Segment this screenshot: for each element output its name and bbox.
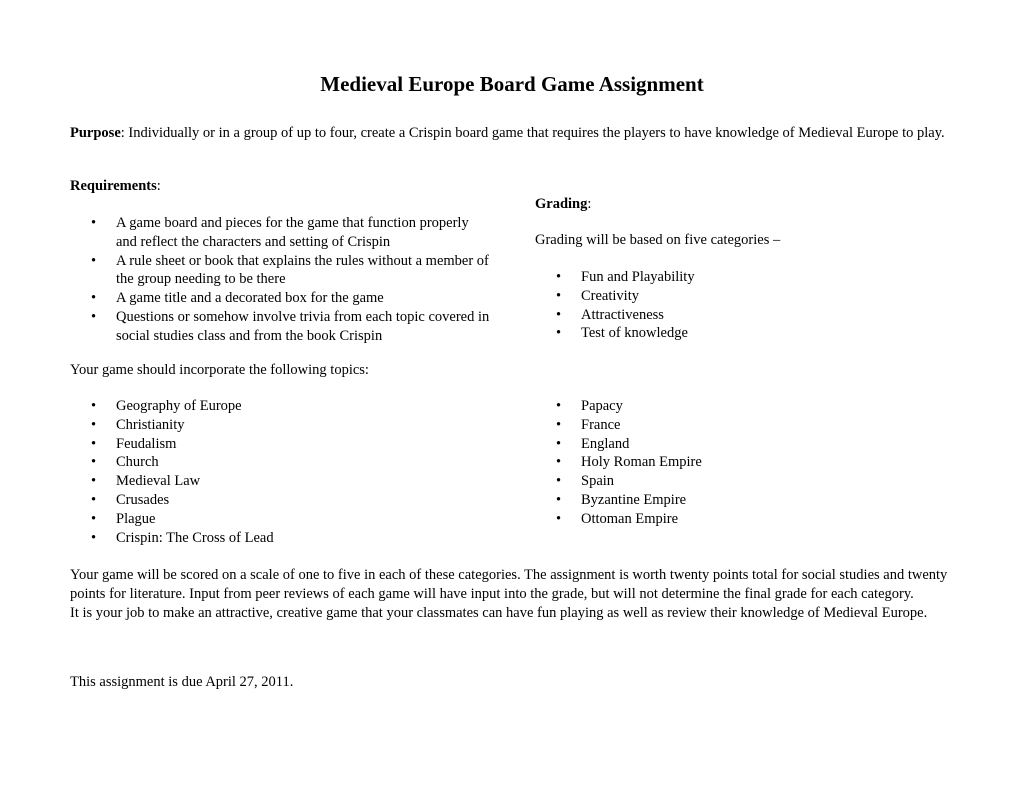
requirements-heading (70, 177, 950, 196)
topic-item: • Holy Roman Empire (535, 453, 955, 472)
requirement-item: • A game title and a decorated box for the game (70, 289, 490, 308)
topic-item: • Plague (70, 510, 490, 529)
topics-intro: Your game should incorporate the following topics: (70, 362, 369, 378)
requirement-item: • Questions or somehow involve trivia from each topic covered in social studies class and from the book Crispin (70, 308, 490, 346)
grading-heading (535, 195, 591, 214)
topic-item: • Medieval Law (70, 472, 490, 491)
topic-item: • France (535, 416, 955, 435)
topic-item: • Church (70, 453, 490, 472)
topics-list-left (70, 397, 490, 547)
grading-intro: Grading will be based on five categories – (535, 232, 781, 248)
topic-item: • Crispin: The Cross of Lead (70, 529, 490, 548)
grading-list (535, 268, 955, 343)
purpose-text: : Individually or in a group of up to four, create a Crispin board game that requires the players to have knowledge of Medieval Europe to play. (120, 125, 945, 141)
document-title: Medieval Europe Board Game Assignment (320, 72, 704, 96)
topic-item: • Byzantine Empire (535, 491, 955, 510)
purpose-paragraph (70, 124, 950, 143)
scoring-paragraph: Your game will be scored on a scale of one to five in each of these categories. The assignment is worth twenty points total for social studies and twenty points for literature. Input from peer reviews of each game will have input into the grade, but will not determine the final grade for each category. (70, 567, 948, 602)
topic-item: • Christianity (70, 416, 490, 435)
grading-colon: : (587, 196, 592, 212)
requirement-item: • A game board and pieces for the game that function properly and reflect the characters and setting of Crispin (70, 214, 490, 252)
topic-item: • Papacy (535, 397, 955, 416)
requirements-list (70, 214, 490, 346)
topic-item: • Feudalism (70, 435, 490, 454)
topic-item: • Spain (535, 472, 955, 491)
purpose-label: Purpose (70, 125, 121, 141)
requirements-label: Requirements (70, 178, 157, 194)
topic-item: • Crusades (70, 491, 490, 510)
topic-item: • Ottoman Empire (535, 510, 955, 529)
job-paragraph: It is your job to make an attractive, creative game that your classmates can have fun playing as well as review their knowledge of Medieval Europe. (70, 604, 928, 621)
requirement-item: • A rule sheet or book that explains the rules without a member of the group needing to be there (70, 252, 490, 290)
grading-item: • Test of knowledge (535, 324, 955, 343)
topic-item: • England (535, 435, 955, 454)
topics-list-right (535, 397, 955, 529)
grading-label: Grading (535, 196, 588, 212)
topic-item: • Geography of Europe (70, 397, 490, 416)
grading-item: • Attractiveness (535, 306, 955, 325)
due-date: This assignment is due April 27, 2011. (70, 674, 294, 690)
grading-item: • Fun and Playability (535, 268, 955, 287)
closing-section (70, 566, 950, 622)
grading-item: • Creativity (535, 287, 955, 306)
requirements-colon: : (156, 178, 161, 194)
